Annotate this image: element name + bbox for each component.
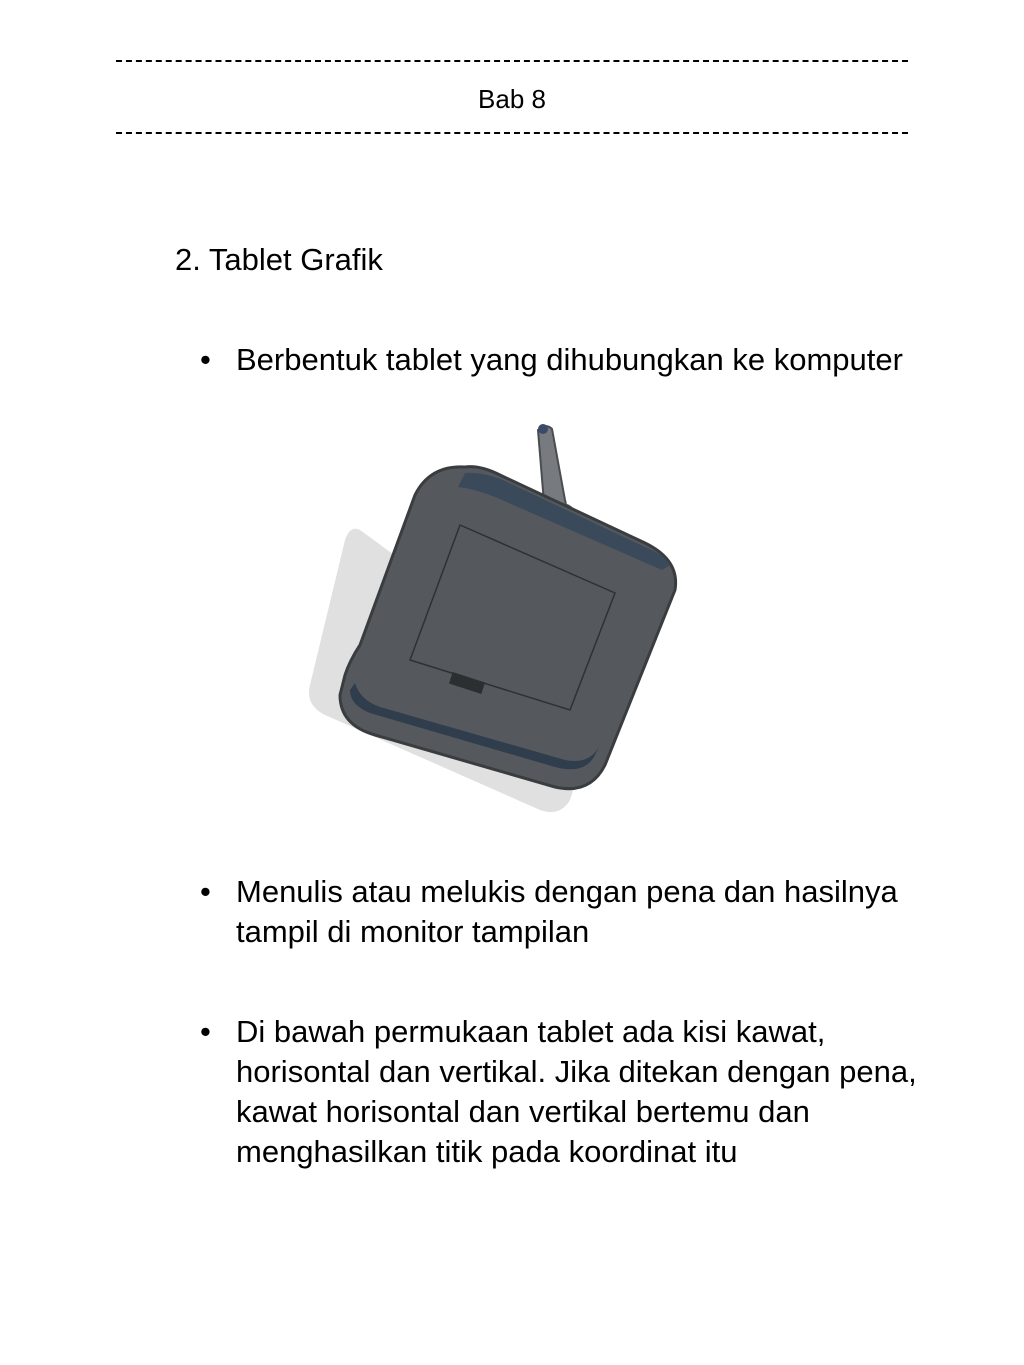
- bullet-item: [200, 340, 920, 380]
- bullet-item: [200, 872, 920, 952]
- graphics-tablet-image: [300, 415, 700, 815]
- bullet-item: [200, 1012, 920, 1172]
- chapter-heading: Bab 8: [478, 84, 546, 114]
- bullet-marker: •: [200, 342, 211, 377]
- bullet-text: Di bawah permukaan tablet ada kisi kawat, horisontal dan vertikal. Jika ditekan dengan pena, kawat horisontal dan vertikal bertemu dan menghasilkan titik pada koordinat itu: [236, 1014, 917, 1169]
- header-bottom-divider: [116, 132, 908, 134]
- tablet-body: [340, 467, 676, 789]
- section-title: 2. Tablet Grafik: [175, 242, 383, 277]
- bullet-text: Menulis atau melukis dengan pena dan hasilnya tampil di monitor tampilan: [236, 874, 898, 949]
- bullet-text: Berbentuk tablet yang dihubungkan ke komputer: [236, 342, 903, 377]
- header-top-divider: [116, 60, 908, 62]
- bullet-marker: •: [200, 874, 211, 909]
- bullet-marker: •: [200, 1014, 211, 1049]
